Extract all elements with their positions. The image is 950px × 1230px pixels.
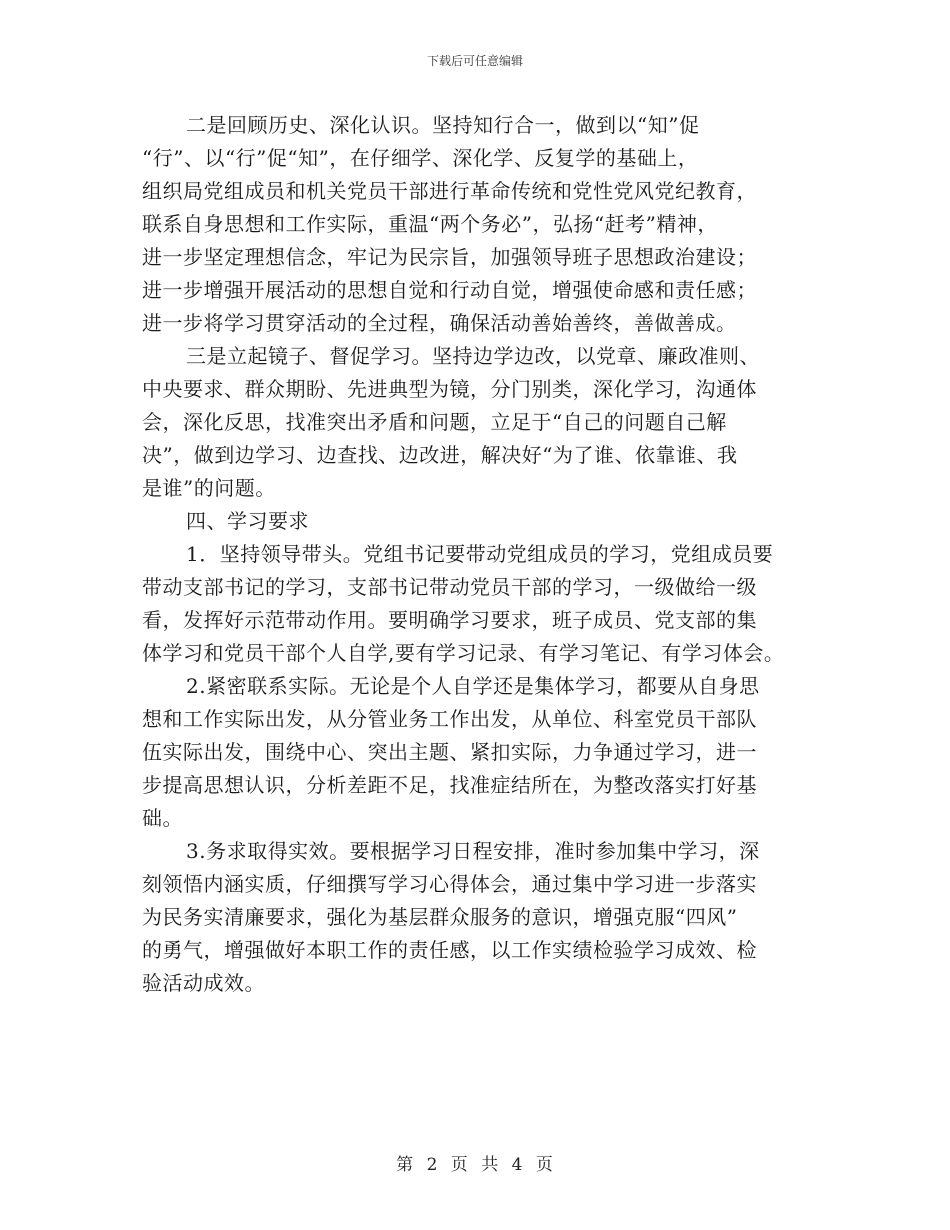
paragraph-line: 验活动成效。 (142, 971, 265, 995)
paragraph-line: 看，发挥好示范带动作用。要明确学习要求，班子成员、党支部的集 (142, 608, 757, 632)
paragraph-line: 进一步增强开展活动的思想自觉和行动自觉，增强使命感和责任感； (142, 278, 757, 302)
paragraph-line: 3.务求取得实效。要根据学习日程安排，准时参加集中学习，深 (186, 839, 760, 863)
paragraph-line: 进一步坚定理想信念，牢记为民宗旨，加强领导班子思想政治建设； (142, 245, 757, 269)
paragraph-line: 是谁”的问题。 (142, 476, 276, 500)
paragraph-line: 带动支部书记的学习，支部书记带动党员干部的学习，一级做给一级 (142, 575, 757, 599)
paragraph-line: 为民务实清廉要求，强化为基层群众服务的意识，增强克服“四风” (142, 905, 738, 929)
paragraph-line: 步提高思想认识，分析差距不足，找准症结所在，为整改落实打好基 (142, 773, 757, 797)
page-number: 第 2 页 共 4 页 (396, 1155, 554, 1175)
header-note: 下载后可任意编辑 (426, 54, 523, 68)
paragraph-line: 体学习和党员干部个人自学,要有学习记录、有学习笔记、有学习体会。 (142, 641, 785, 665)
paragraph-line: 伍实际出发，围绕中心、突出主题、紧扣实际，力争通过学习，进一 (142, 740, 757, 764)
paragraph-line: 组织局党组成员和机关党员干部进行革命传统和党性党风党纪教育， (142, 179, 757, 203)
paragraph-line: 2.紧密联系实际。无论是个人自学还是集体学习，都要从自身思 (186, 674, 760, 698)
paragraph-line: 二是回顾历史、深化认识。坚持知行合一，做到以“知”促 (186, 113, 700, 137)
paragraph-line: 决”，做到边学习、边查找、边改进，解决好“为了谁、依靠谁、我 (142, 443, 738, 467)
paragraph-line: “行”、以“行”促“知”，在仔细学、深化学、反复学的基础上， (142, 146, 699, 170)
section-heading: 四、学习要求 (186, 509, 309, 533)
paragraph-line: 会，深化反思，找准突出矛盾和问题，立足于“自己的问题自己解 (142, 410, 727, 434)
paragraph-line: 想和工作实际出发，从分管业务工作出发，从单位、科室党员干部队 (142, 707, 757, 731)
paragraph-line: 础。 (142, 806, 183, 830)
paragraph-line: 刻领悟内涵实质，仔细撰写学习心得体会，通过集中学习进一步落实 (142, 872, 757, 896)
document-body (142, 109, 802, 1000)
paragraph-line: 三是立起镜子、督促学习。坚持边学边改，以党章、廉政准则、 (186, 344, 760, 368)
paragraph-line: 1．坚持领导带头。党组书记要带动党组成员的学习，党组成员要 (186, 542, 774, 566)
paragraph-line: 中央要求、群众期盼、先进典型为镜，分门别类，深化学习，沟通体 (142, 377, 757, 401)
paragraph-line: 的勇气，增强做好本职工作的责任感，以工作实绩检验学习成效、检 (142, 938, 757, 962)
paragraph-line: 进一步将学习贯穿活动的全过程，确保活动善始善终，善做善成。 (142, 311, 737, 335)
paragraph-line: 联系自身思想和工作实际，重温“两个务必”，弘扬“赶考”精神， (142, 212, 718, 236)
